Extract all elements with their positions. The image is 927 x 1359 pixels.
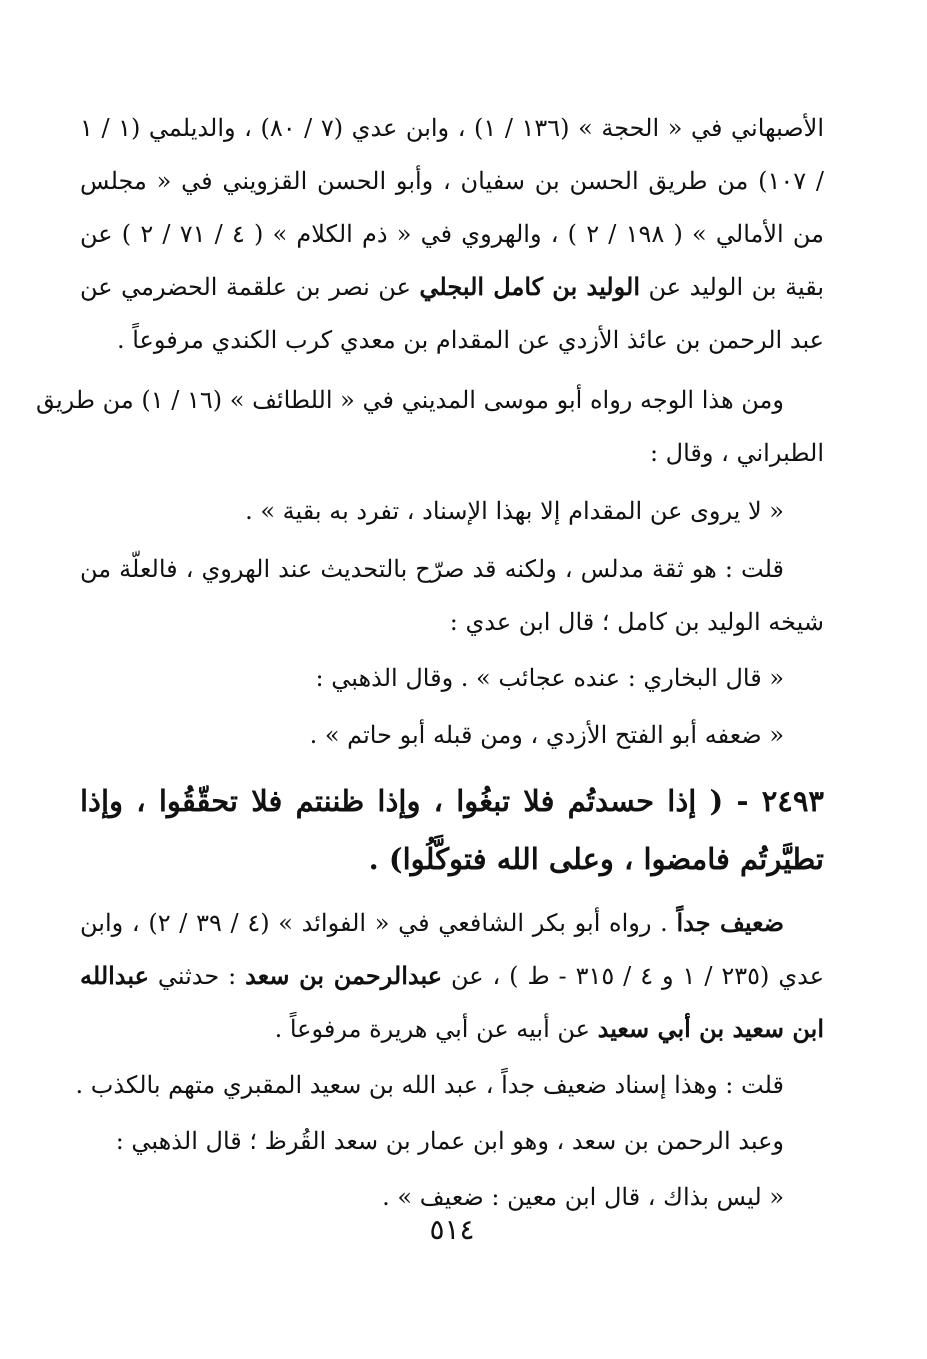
paragraph-1-line-1: الأصبهاني في « الحجة » (١٣٦ / ١) ، وابن عدي (٧ / ٨٠) ، والديلمي (١ / ١ — [80, 114, 825, 142]
paragraph-1-line-5: عبد الرحمن بن عائذ الأزدي عن المقدام بن معدي كرب الكندي مرفوعاً . — [116, 326, 824, 354]
paragraph-3-line-1: قلت : هو ثقة مدلس ، ولكنه قد صرّح بالتحديث عند الهروي ، فالعلّة من — [80, 555, 784, 583]
paragraph-2-line-2: الطبراني ، وقال : — [649, 439, 824, 467]
quote-2: « قال البخاري : عنده عجائب » . وقال الذهبي : — [315, 664, 784, 692]
paragraph-5: قلت : وهذا إسناد ضعيف جداً ، عبد الله بن سعيد المقبري متهم بالكذب . — [75, 1071, 784, 1099]
paragraph-4-line-2 — [80, 952, 824, 1000]
narrator-name-bold: عبدالرحمن بن سعد — [245, 961, 443, 990]
paragraph-4-line-3 — [80, 1005, 824, 1053]
grading-bold: ضعيف جداً — [676, 908, 785, 937]
paragraph-4-line-2-text-b: : حدثني — [148, 962, 246, 990]
paragraph-1-line-4-text-b: عن نصر بن علقمة الحضرمي عن — [80, 273, 420, 301]
page-number: ٥١٤ — [429, 1213, 475, 1246]
paragraph-1-line-2: / ١٠٧) من طريق الحسن بن سفيان ، وأبو الحسن القزويني في « مجلس — [80, 167, 824, 195]
paragraph-4-line-1 — [80, 899, 824, 947]
quote-1: « لا يروى عن المقدام إلا بهذا الإسناد ، تفرد به بقية » . — [245, 497, 784, 525]
hadith-heading-line-2: تطيَّرتُم فامضوا ، وعلى الله فتوكَّلُوا) . — [368, 842, 824, 876]
quote-4: « ليس بذاك ، قال ابن معين : ضعيف » . — [382, 1183, 784, 1211]
paragraph-4-line-2-text-a: عدي (٢٣٥ / ١ و ٤ / ٣١٥ - ط ) ، عن — [442, 962, 825, 990]
paragraph-4-line-1-text: . رواه أبو بكر الشافعي في « الفوائد » (٤ / ٣٩ / ٢) ، وابن — [80, 909, 677, 937]
hadith-heading-line-1: ٢٤٩٣ - ( إذا حسدتُم فلا تبغُوا ، وإذا ظننتم فلا تحقّقُوا ، وإذا — [80, 784, 824, 818]
paragraph-3-line-2: شيخه الوليد بن كامل ؛ قال ابن عدي : — [449, 608, 824, 636]
paragraph-1-line-3: من الأمالي » ( ١٩٨ / ٢ ) ، والهروي في « ذم الكلام » ( ٤ / ٧١ / ٢ ) عن — [80, 220, 825, 248]
document-page — [35, 0, 825, 1359]
paragraph-1-line-4 — [80, 263, 824, 311]
quote-3: « ضعفه أبو الفتح الأزدي ، ومن قبله أبو حاتم » . — [309, 721, 784, 749]
paragraph-2-line-1: ومن هذا الوجه رواه أبو موسى المديني في « اللطائف » (١٦ / ١) من طريق — [35, 386, 784, 414]
paragraph-4-line-3-text: عن أبيه عن أبي هريرة مرفوعاً . — [274, 1015, 598, 1043]
narrator-name-bold: عبدالله — [80, 961, 149, 990]
narrator-name-bold: ابن سعيد بن أبي سعيد — [597, 1014, 824, 1043]
paragraph-6: وعبد الرحمن بن سعد ، وهو ابن عمار بن سعد القُرظ ؛ قال الذهبي : — [115, 1127, 784, 1155]
narrator-name-bold: الوليد بن كامل البجلي — [419, 272, 641, 301]
paragraph-1-line-4-text-a: بقية بن الوليد عن — [640, 273, 825, 301]
